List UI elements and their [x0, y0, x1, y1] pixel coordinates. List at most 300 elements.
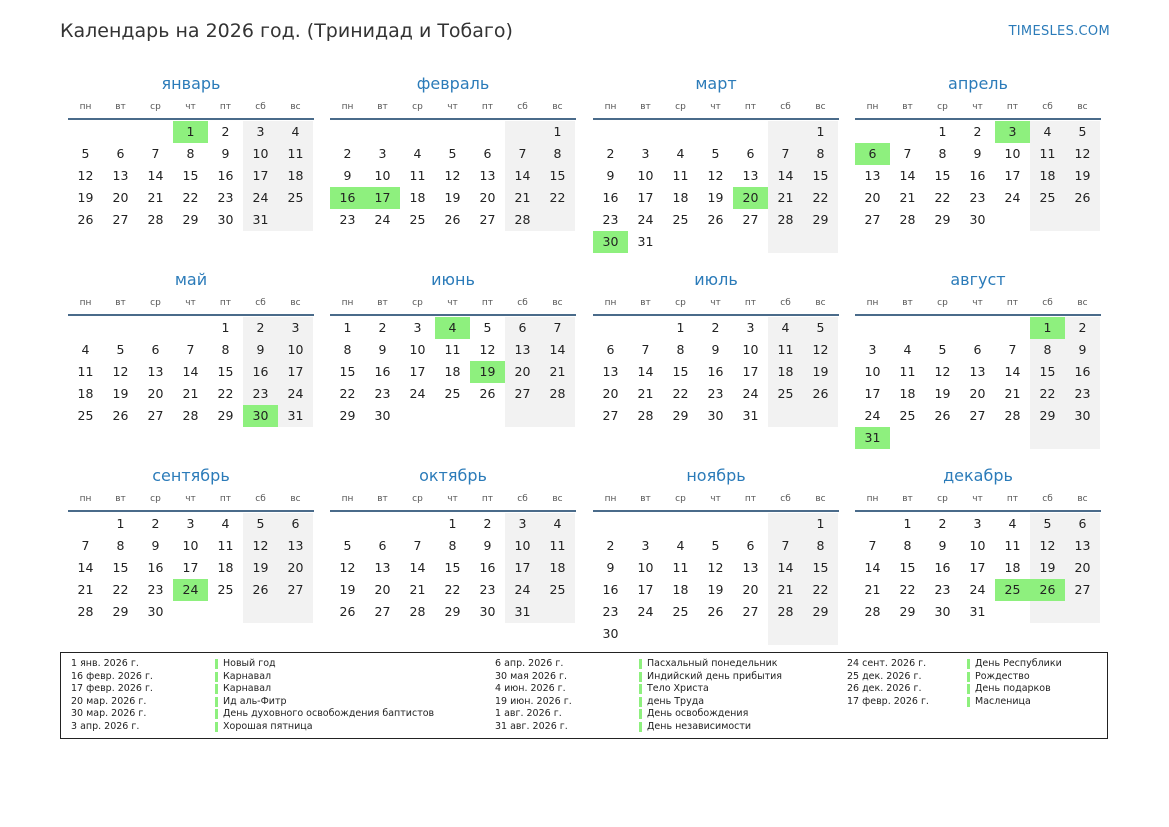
day-cell: 8	[186, 146, 195, 161]
empty-cell	[68, 513, 103, 535]
day-cell: 2	[606, 538, 615, 553]
day-cell: 10	[374, 168, 391, 183]
day-cell: 1	[803, 513, 838, 535]
weekday-label: вс	[552, 102, 563, 112]
weekday-label: вт	[377, 494, 388, 504]
day-cell: 29	[1030, 405, 1065, 427]
holiday-name: Индийский день прибытия	[647, 670, 783, 682]
day-cell: 24	[278, 383, 313, 405]
empty-cell	[400, 513, 435, 535]
day-cell: 31	[278, 405, 313, 427]
day-grid	[855, 121, 1101, 231]
day-cell: 3	[995, 121, 1030, 143]
day-cell: 11	[77, 364, 94, 379]
day-cell: 17	[637, 582, 654, 597]
day-cell: 30	[602, 626, 619, 641]
day-cell: 27	[278, 579, 313, 601]
holiday-marker	[639, 672, 642, 682]
weekday-label: вс	[1077, 494, 1088, 504]
day-cell: 17	[505, 557, 540, 579]
holiday-name: Тело Христа	[647, 683, 709, 694]
day-cell: 24	[637, 604, 654, 619]
weekday-label: сб	[255, 102, 266, 112]
day-cell: 1	[676, 320, 685, 335]
day-cell: 6	[151, 342, 160, 357]
day-cell: 30	[593, 231, 628, 253]
day-cell: 24	[637, 212, 654, 227]
legend-row	[71, 658, 434, 671]
day-cell: 22	[540, 187, 575, 209]
weekday-label: сб	[1042, 298, 1053, 308]
weekday-label: вс	[815, 494, 826, 504]
day-cell: 20	[602, 386, 619, 401]
day-cell: 8	[448, 538, 457, 553]
empty-cell	[995, 209, 1030, 231]
month-calendar	[330, 72, 576, 231]
day-cell: 20	[969, 386, 986, 401]
day-cell: 10	[637, 168, 654, 183]
day-cell: 26	[707, 604, 724, 619]
day-cell: 23	[217, 190, 234, 205]
day-cell: 14	[540, 339, 575, 361]
day-cell: 3	[973, 516, 982, 531]
day-cell: 16	[1065, 361, 1100, 383]
day-cell: 31	[969, 604, 986, 619]
day-cell: 8	[676, 342, 685, 357]
weekday-label: пт	[1006, 494, 1019, 504]
weekday-label: вс	[290, 102, 301, 112]
day-cell: 2	[378, 320, 387, 335]
day-cell: 11	[899, 364, 916, 379]
day-cell: 7	[768, 535, 803, 557]
day-cell: 19	[77, 190, 94, 205]
month-name: июнь	[431, 270, 475, 289]
day-cell: 30	[479, 604, 496, 619]
day-cell: 12	[77, 168, 94, 183]
empty-cell	[768, 623, 803, 645]
day-cell: 13	[969, 364, 986, 379]
day-cell: 22	[112, 582, 129, 597]
day-cell: 8	[903, 538, 912, 553]
day-cell: 25	[995, 579, 1030, 601]
day-cell: 26	[803, 383, 838, 405]
day-cell: 24	[742, 386, 759, 401]
day-cell: 15	[934, 168, 951, 183]
day-cell: 4	[435, 317, 470, 339]
empty-cell	[400, 121, 435, 143]
day-cell: 4	[768, 317, 803, 339]
day-cell: 6	[505, 317, 540, 339]
day-cell: 19	[444, 190, 461, 205]
day-cell: 12	[1030, 535, 1065, 557]
day-cell: 12	[339, 560, 356, 575]
day-cell: 29	[339, 408, 356, 423]
empty-cell	[1065, 209, 1100, 231]
day-cell: 5	[803, 317, 838, 339]
empty-cell	[768, 405, 803, 427]
legend-row	[71, 683, 434, 696]
day-cell: 7	[413, 538, 422, 553]
day-cell: 1	[173, 121, 208, 143]
month-calendar	[855, 268, 1101, 449]
day-cell: 27	[505, 383, 540, 405]
day-cell: 22	[182, 190, 199, 205]
day-cell: 7	[903, 146, 912, 161]
weekday-label: пн	[604, 102, 617, 112]
month-name: октябрь	[419, 466, 487, 485]
weekday-label: ср	[937, 298, 948, 308]
day-cell: 15	[217, 364, 234, 379]
day-cell: 20	[147, 386, 164, 401]
holiday-name: День независимости	[647, 720, 752, 732]
day-cell: 13	[147, 364, 164, 379]
day-cell: 6	[973, 342, 982, 357]
day-cell: 23	[934, 582, 951, 597]
day-cell: 24	[409, 386, 426, 401]
weekday-label: пт	[744, 102, 757, 112]
day-cell: 28	[540, 383, 575, 405]
weekday-label: сб	[517, 102, 528, 112]
empty-cell	[803, 231, 838, 253]
day-cell: 9	[343, 168, 352, 183]
day-cell: 10	[969, 538, 986, 553]
day-cell: 28	[864, 604, 881, 619]
day-cell: 3	[378, 146, 387, 161]
legend-column	[71, 658, 434, 733]
day-cell: 15	[112, 560, 129, 575]
day-cell: 6	[746, 146, 755, 161]
weekday-label: вт	[115, 494, 126, 504]
weekday-label: пн	[866, 102, 879, 112]
day-cell: 16	[330, 187, 365, 209]
weekday-label: чт	[972, 102, 983, 112]
holiday-date: 17 февр. 2026 г.	[847, 695, 929, 707]
day-cell: 21	[768, 579, 803, 601]
day-cell: 29	[899, 604, 916, 619]
day-cell: 25	[444, 386, 461, 401]
day-cell: 11	[672, 168, 689, 183]
month-name: сентябрь	[152, 466, 230, 485]
day-cell: 18	[1004, 560, 1021, 575]
day-cell: 4	[413, 146, 422, 161]
empty-cell	[435, 121, 470, 143]
day-cell: 15	[803, 557, 838, 579]
day-cell: 26	[444, 212, 461, 227]
day-cell: 21	[637, 386, 654, 401]
day-cell: 8	[803, 143, 838, 165]
day-cell: 3	[505, 513, 540, 535]
day-cell: 18	[409, 190, 426, 205]
day-cell: 12	[243, 535, 278, 557]
empty-cell	[803, 405, 838, 427]
holiday-marker	[639, 709, 642, 719]
empty-cell	[470, 121, 505, 143]
empty-cell	[890, 317, 925, 339]
day-cell: 15	[540, 165, 575, 187]
day-cell: 28	[768, 601, 803, 623]
day-cell: 3	[278, 317, 313, 339]
day-cell: 2	[938, 516, 947, 531]
day-cell: 17	[409, 364, 426, 379]
legend-row	[495, 708, 782, 721]
holiday-name: Рождество	[975, 670, 1030, 682]
empty-cell	[698, 623, 733, 645]
page-title: Календарь на 2026 год. (Тринидад и Тобаго)	[60, 20, 513, 42]
holiday-marker	[639, 722, 642, 732]
day-cell: 8	[540, 143, 575, 165]
weekday-label: ср	[150, 298, 161, 308]
day-cell: 17	[182, 560, 199, 575]
day-cell: 5	[938, 342, 947, 357]
day-grid	[855, 317, 1101, 449]
day-cell: 14	[637, 364, 654, 379]
empty-cell	[1030, 427, 1065, 449]
day-cell: 26	[707, 212, 724, 227]
day-grid	[68, 121, 314, 231]
holiday-name: День духовного освобождения баптистов	[223, 708, 435, 719]
holiday-name: Карнавал	[223, 683, 272, 694]
weekday-label: вс	[1077, 102, 1088, 112]
empty-cell	[995, 601, 1030, 623]
holiday-date: 20 мар. 2026 г.	[71, 695, 147, 707]
day-cell: 13	[864, 168, 881, 183]
day-cell: 8	[938, 146, 947, 161]
holiday-name: Масленица	[975, 695, 1031, 707]
weekday-label: сб	[255, 494, 266, 504]
weekday-label: сб	[517, 298, 528, 308]
empty-cell	[435, 405, 470, 427]
holiday-marker	[967, 697, 970, 707]
legend-row	[495, 721, 782, 734]
day-cell: 9	[973, 146, 982, 161]
holiday-name: Новый год	[223, 658, 276, 669]
day-cell: 1	[803, 121, 838, 143]
day-grid	[593, 513, 839, 645]
day-cell: 18	[540, 557, 575, 579]
empty-cell	[768, 121, 803, 143]
empty-cell	[540, 405, 575, 427]
day-cell: 30	[243, 405, 278, 427]
day-cell: 5	[116, 342, 125, 357]
day-cell: 21	[147, 190, 164, 205]
weekday-header	[593, 488, 839, 512]
weekday-label: ср	[412, 102, 423, 112]
day-cell: 29	[672, 408, 689, 423]
empty-cell	[593, 513, 628, 535]
legend-row	[71, 671, 434, 684]
legend-row	[847, 683, 1062, 696]
weekday-label: чт	[710, 298, 721, 308]
weekday-label: пт	[219, 102, 232, 112]
month-name: май	[174, 270, 208, 289]
day-cell: 24	[173, 579, 208, 601]
holiday-marker	[639, 684, 642, 694]
day-cell: 12	[803, 339, 838, 361]
day-cell: 13	[742, 168, 759, 183]
weekday-header	[330, 292, 576, 316]
day-cell: 13	[1065, 535, 1100, 557]
weekday-label: чт	[447, 102, 458, 112]
day-cell: 25	[77, 408, 94, 423]
holiday-marker	[639, 659, 642, 669]
day-cell: 22	[899, 582, 916, 597]
day-cell: 8	[116, 538, 125, 553]
holiday-date: 24 сент. 2026 г.	[847, 658, 927, 669]
day-cell: 23	[147, 582, 164, 597]
day-cell: 9	[711, 342, 720, 357]
weekday-label: вс	[815, 102, 826, 112]
day-cell: 4	[540, 513, 575, 535]
empty-cell	[698, 121, 733, 143]
empty-cell	[663, 121, 698, 143]
month-calendar	[855, 464, 1101, 623]
day-cell: 18	[672, 582, 689, 597]
weekday-label: ср	[675, 102, 686, 112]
holiday-date: 26 дек. 2026 г.	[847, 683, 922, 694]
weekday-label: вт	[115, 298, 126, 308]
day-cell: 13	[742, 560, 759, 575]
empty-cell	[593, 121, 628, 143]
day-cell: 11	[672, 560, 689, 575]
day-cell: 14	[864, 560, 881, 575]
empty-cell	[733, 121, 768, 143]
empty-cell	[540, 601, 575, 623]
day-cell: 3	[641, 538, 650, 553]
day-cell: 12	[479, 342, 496, 357]
legend-row	[495, 671, 782, 684]
day-cell: 25	[540, 579, 575, 601]
holiday-date: 17 февр. 2026 г.	[71, 683, 153, 694]
day-cell: 14	[182, 364, 199, 379]
day-cell: 17	[1004, 168, 1021, 183]
day-cell: 15	[899, 560, 916, 575]
holiday-date: 25 дек. 2026 г.	[847, 670, 922, 682]
day-grid	[68, 317, 314, 427]
empty-cell	[855, 317, 890, 339]
empty-cell	[698, 513, 733, 535]
weekday-label: вт	[377, 298, 388, 308]
holiday-date: 1 авг. 2026 г.	[495, 708, 562, 719]
holiday-date: 19 июн. 2026 г.	[495, 695, 572, 707]
day-cell: 9	[483, 538, 492, 553]
empty-cell	[890, 121, 925, 143]
day-cell: 17	[365, 187, 400, 209]
weekday-label: ср	[412, 298, 423, 308]
day-cell: 19	[470, 361, 505, 383]
weekday-label: вт	[640, 102, 651, 112]
empty-cell	[925, 427, 960, 449]
legend-row	[847, 658, 1062, 671]
weekday-label: пт	[219, 298, 232, 308]
legend-row	[495, 658, 782, 671]
day-cell: 10	[243, 143, 278, 165]
day-cell: 3	[243, 121, 278, 143]
empty-cell	[628, 121, 663, 143]
legend-row	[495, 683, 782, 696]
day-cell: 31	[505, 601, 540, 623]
holiday-date: 1 янв. 2026 г.	[71, 658, 139, 669]
month-name: апрель	[948, 74, 1008, 93]
empty-cell	[733, 623, 768, 645]
day-cell: 9	[606, 168, 615, 183]
day-cell: 18	[768, 361, 803, 383]
day-cell: 26	[1065, 187, 1100, 209]
day-cell: 29	[803, 601, 838, 623]
holiday-date: 31 авг. 2026 г.	[495, 720, 568, 732]
day-cell: 21	[182, 386, 199, 401]
day-cell: 1	[116, 516, 125, 531]
weekday-label: ср	[937, 494, 948, 504]
day-cell: 28	[409, 604, 426, 619]
day-cell: 27	[602, 408, 619, 423]
day-cell: 9	[151, 538, 160, 553]
holiday-marker	[967, 659, 970, 669]
day-cell: 17	[278, 361, 313, 383]
day-cell: 12	[1065, 143, 1100, 165]
weekday-label: вс	[290, 298, 301, 308]
day-cell: 10	[1004, 146, 1021, 161]
day-cell: 19	[243, 557, 278, 579]
day-cell: 23	[602, 212, 619, 227]
day-cell: 1	[903, 516, 912, 531]
day-cell: 24	[505, 579, 540, 601]
weekday-label: пн	[866, 298, 879, 308]
day-cell: 21	[77, 582, 94, 597]
day-cell: 12	[707, 168, 724, 183]
weekday-label: пн	[79, 298, 92, 308]
holiday-name: День подарков	[975, 683, 1051, 694]
day-cell: 17	[243, 165, 278, 187]
day-cell: 21	[899, 190, 916, 205]
weekday-label: вс	[552, 494, 563, 504]
day-cell: 27	[742, 604, 759, 619]
day-cell: 11	[278, 143, 313, 165]
day-cell: 1	[221, 320, 230, 335]
day-cell: 25	[672, 604, 689, 619]
day-cell: 31	[742, 408, 759, 423]
day-cell: 19	[1030, 557, 1065, 579]
day-cell: 24	[864, 408, 881, 423]
legend-row	[71, 721, 434, 734]
empty-cell	[208, 601, 243, 623]
site-logo[interactable]: TIMESLES.COM	[1008, 24, 1110, 39]
weekday-header	[855, 292, 1101, 316]
empty-cell	[138, 121, 173, 143]
weekday-header	[330, 96, 576, 120]
day-cell: 2	[221, 124, 230, 139]
day-cell: 12	[112, 364, 129, 379]
day-cell: 8	[343, 342, 352, 357]
day-cell: 21	[864, 582, 881, 597]
empty-cell	[628, 317, 663, 339]
day-cell: 3	[868, 342, 877, 357]
day-cell: 17	[969, 560, 986, 575]
weekday-label: пт	[744, 494, 757, 504]
holiday-date: 4 июн. 2026 г.	[495, 683, 566, 694]
day-cell: 3	[413, 320, 422, 335]
holiday-date: 16 февр. 2026 г.	[71, 670, 153, 682]
day-cell: 14	[409, 560, 426, 575]
day-cell: 22	[217, 386, 234, 401]
month-calendar	[593, 72, 839, 253]
weekday-label: сб	[780, 494, 791, 504]
weekday-label: чт	[972, 494, 983, 504]
month-name: ноябрь	[686, 466, 746, 485]
weekday-label: чт	[447, 494, 458, 504]
day-cell: 21	[768, 187, 803, 209]
day-cell: 5	[711, 538, 720, 553]
day-cell: 27	[112, 212, 129, 227]
